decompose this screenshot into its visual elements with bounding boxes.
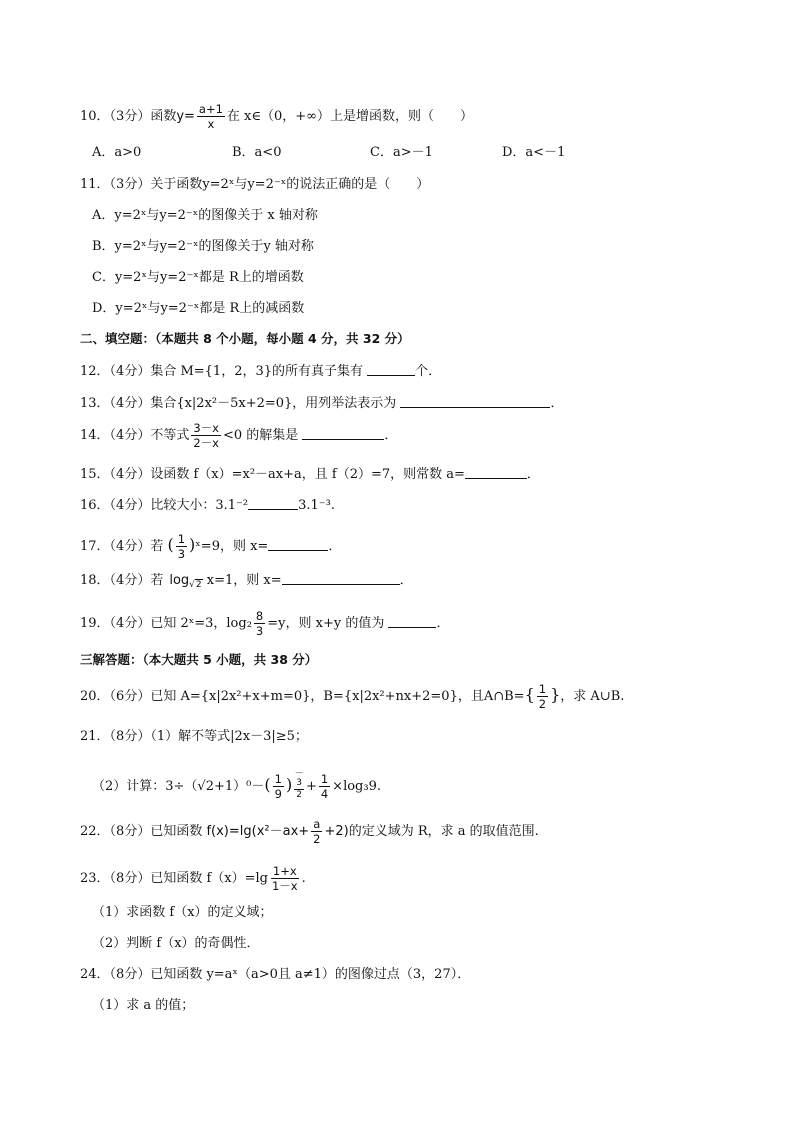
answer-blank[interactable]	[367, 364, 415, 376]
question-21-part-2: （2）计算：3÷（√2+1）⁰－( $\frac{1}{9}$ )－ 3 2 + $\frac{1}{4}$ ×log₃9.	[92, 769, 381, 801]
log-base-sqrt2: $\log_{√2}$	[169, 573, 202, 590]
fraction-one-third: $\frac{1}{3}$	[177, 532, 186, 562]
answer-blank[interactable]	[388, 616, 436, 628]
q10-option-b[interactable]: B．a<0	[232, 145, 282, 160]
question-16: 16．（4分）比较大小：3.1⁻² 3.1⁻³.	[80, 498, 335, 513]
section-heading-fill-in: 二、填空题：（本题共 8 个小题，每小题 4 分，共 32 分）	[80, 331, 410, 346]
question-20: 20．（6分）已知 A={x|2x²+x+m=0}，B={x|2x²+nx+2=0}，且A∩B={ $\frac{1}{2}$ }，求 A∪B.	[80, 682, 625, 712]
fraction-1-plus-x-over-1-minus-x: $\frac{1+x}{1-x}$	[271, 864, 298, 894]
answer-blank[interactable]	[268, 539, 328, 551]
question-19: 19．（4分）已知 2ˣ=3，log₂ $\frac{8}{3}$ =y，则 x+y 的值为 ．	[80, 609, 450, 639]
question-11: 11．（3分）关于函数y=2ˣ与y=2⁻ˣ的说法正确的是（ ）	[80, 177, 430, 192]
question-21-part-1: 21．（8分）（1）解不等式|2x－3|≥5；	[80, 729, 308, 744]
q10-option-c[interactable]: C．a>－1	[370, 145, 433, 160]
fraction-one-quarter: $\frac{1}{4}$	[320, 771, 329, 801]
question-18: 18．（4分）若 $\log_{√2} x=1$，则 x= ．	[80, 573, 413, 590]
question-14: 14．（4分）不等式 $\frac{3-x}{2-x}$ <0 的解集是 ．	[80, 421, 398, 451]
q11-option-a[interactable]: A．y=2ˣ与y=2⁻ˣ的图像关于 x 轴对称	[92, 208, 318, 223]
question-23: 23．（8分）已知函数 f（x）=lg $\frac{1+x}{1-x}$ .	[80, 864, 306, 894]
question-22: 22．（8分）已知函数 f(x)=lg(x²－ax+ $\frac{a}{2}$ +2)的定义域为 R，求 a 的取值范围.	[80, 817, 539, 847]
answer-blank[interactable]	[282, 573, 400, 585]
question-23-part-2: （2）判断 f（x）的奇偶性．	[92, 936, 260, 951]
fraction-one-half: $\frac{1}{2}$	[538, 682, 547, 712]
q10-option-d[interactable]: D．a<－1	[502, 145, 566, 160]
question-17: 17．（4分）若 ( $\frac{1}{3}$ )ˣ=9，则 x= ．	[80, 532, 342, 562]
question-15: 15．（4分）设函数 f（x）=x²－ax+a，且 f（2）=7，则常数 a= ．	[80, 467, 540, 482]
q11-option-b[interactable]: B．y=2ˣ与y=2⁻ˣ的图像关于y 轴对称	[92, 239, 314, 254]
q10-option-a[interactable]: A．a>0	[92, 145, 142, 160]
question-13: 13．（4分）集合{x|2x²－5x+2=0}，用列举法表示为 ．	[80, 396, 564, 411]
section-heading-solutions: 三解答题：（本大题共 5 小题，共 38 分）	[80, 652, 318, 667]
question-23-part-1: （1）求函数 f（x）的定义域；	[92, 905, 273, 920]
fraction-a-over-2: $\frac{a}{2}$	[313, 817, 321, 847]
answer-blank[interactable]	[248, 498, 298, 510]
answer-blank[interactable]	[400, 396, 550, 408]
fraction-a-plus-1-over-x: $\frac{a+1}{x}$	[198, 102, 223, 132]
q11-option-d[interactable]: D．y=2ˣ与y=2⁻ˣ都是 R上的减函数	[92, 301, 305, 316]
question-24: 24．（8分）已知函数 y=aˣ（a>0且 a≠1）的图像过点（3，27）．	[80, 967, 471, 982]
answer-blank[interactable]	[302, 428, 384, 440]
exponent-neg-three-halves: － 3 2	[294, 769, 304, 801]
q11-option-c[interactable]: C．y=2ˣ与y=2⁻ˣ都是 R上的增函数	[92, 270, 304, 285]
question-10: 10．（3分）函数y= $\frac{a+1}{x}$ 在 x∈（0，+∞）上是增函数，则（ ）	[80, 102, 474, 132]
fraction-8-over-3: $\frac{8}{3}$	[255, 609, 264, 639]
fraction-3-minus-x-over-2-minus-x: $\frac{3-x}{2-x}$	[193, 421, 219, 451]
question-24-part-1: （1）求 a 的值；	[92, 998, 195, 1013]
question-12: 12．（4分）集合 M={1，2，3}的所有真子集有 个．	[80, 364, 442, 379]
fraction-one-ninth: $\frac{1}{9}$	[274, 771, 282, 801]
answer-blank[interactable]	[465, 467, 527, 479]
